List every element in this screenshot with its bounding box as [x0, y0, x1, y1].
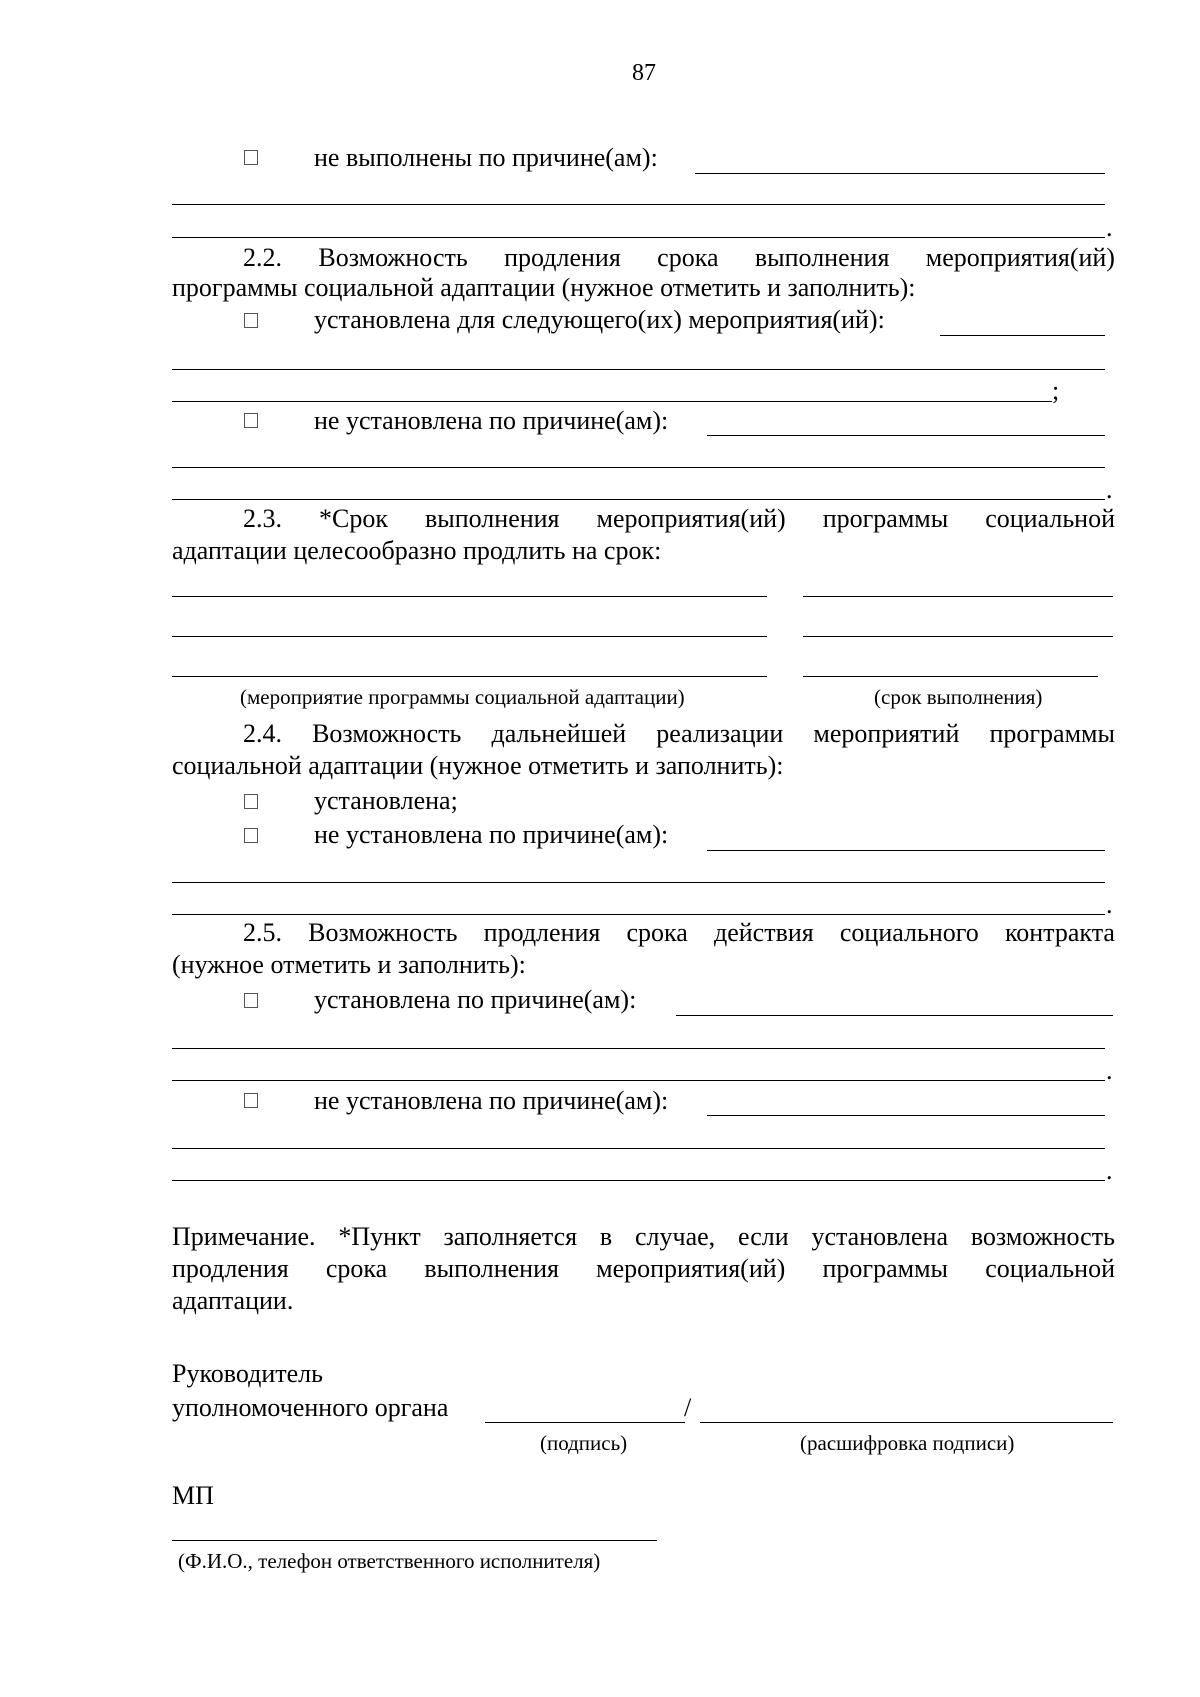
signature-slash: / [684, 1393, 692, 1422]
term-line[interactable] [803, 676, 1098, 677]
word: Возможность [308, 918, 458, 947]
word: Возможность [318, 243, 468, 272]
word: возможность [970, 1222, 1115, 1251]
word: выполнения [754, 243, 890, 272]
fill-line[interactable] [172, 401, 1052, 402]
checkbox-contract-extension-not-set[interactable] [244, 1093, 258, 1108]
word: контракта [1004, 918, 1115, 947]
word: если [738, 1222, 789, 1251]
word: Примечание. [172, 1222, 316, 1251]
fill-line[interactable] [695, 173, 1105, 174]
word: выполнения [424, 1254, 559, 1283]
page-number: 87 [632, 60, 656, 86]
word: выполнения [424, 504, 560, 533]
section-2-3-line2: адаптации целесообразно продлить на срок: [172, 536, 662, 565]
word: мероприятия(ий) [596, 1254, 786, 1283]
word: Возможность [312, 719, 462, 748]
word: *Срок [319, 504, 388, 533]
word: мероприятий [813, 719, 960, 748]
fill-line[interactable] [676, 1015, 1113, 1016]
checkbox-realization-set[interactable] [244, 794, 258, 809]
fill-line[interactable] [707, 435, 1105, 436]
word: срока [626, 918, 688, 947]
fill-line[interactable] [172, 1048, 1105, 1049]
fill-line[interactable] [172, 882, 1105, 883]
period: . [1106, 1156, 1113, 1185]
section-2-2-line2: программы социальной адаптации (нужное отметить и заполнить): [172, 273, 916, 302]
activity-line[interactable] [172, 596, 767, 597]
word: реализации [656, 719, 784, 748]
head-title-line2: уполномоченного органа [172, 1393, 449, 1422]
word: программы [822, 504, 949, 533]
fill-line[interactable] [707, 1115, 1105, 1116]
option-extension-set-label: установлена для следующего(их) мероприятия(ий): [314, 305, 885, 334]
head-title-line1: Руководитель [172, 1359, 323, 1388]
word: социального [839, 918, 979, 947]
fill-line[interactable] [172, 467, 1105, 468]
fill-line[interactable] [172, 1080, 1105, 1081]
option-realization-set-label: установлена; [314, 786, 458, 815]
section-2-4-line2: социальной адаптации (нужное отметить и заполнить): [172, 751, 784, 780]
section-2-3-heading [243, 504, 1115, 534]
period: . [1106, 213, 1113, 242]
caption-contact: (Ф.И.О., телефон ответственного исполнителя) [178, 1549, 601, 1573]
option-extension-not-set-label: не установлена по причине(ам): [314, 406, 669, 435]
fill-line[interactable] [172, 499, 1105, 500]
word: 2.2. [243, 243, 282, 272]
word: продления [172, 1254, 289, 1283]
caption-signature: (подпись) [540, 1431, 628, 1455]
period: . [1106, 890, 1113, 919]
section-2-5-heading [243, 918, 1115, 948]
fill-line[interactable] [707, 850, 1105, 851]
option-contract-extension-set-label: установлена по причине(ам): [314, 985, 637, 1014]
period: . [1106, 1056, 1113, 1085]
fill-line[interactable] [172, 1148, 1105, 1149]
word: мероприятия(ий) [596, 504, 786, 533]
caption-signature-decode: (расшифровка подписи) [800, 1431, 1015, 1455]
checkbox-extension-set[interactable] [244, 313, 258, 328]
word: программы [822, 1254, 948, 1283]
contact-line[interactable] [172, 1540, 657, 1541]
checkbox-realization-not-set[interactable] [244, 828, 258, 843]
word: социальной [985, 504, 1115, 533]
word: срока [657, 243, 719, 272]
period: . [1106, 475, 1113, 504]
checkbox-contract-extension-set[interactable] [244, 993, 258, 1008]
semicolon: ; [1052, 376, 1060, 405]
word: продления [504, 243, 621, 272]
word: дальнейшей [491, 719, 627, 748]
caption-activity: (мероприятие программы социальной адаптации) [240, 685, 685, 709]
section-2-2-heading [243, 243, 1115, 273]
option-realization-not-set-label: не установлена по причине(ам): [314, 820, 669, 849]
note-line2 [172, 1254, 1115, 1284]
word: программы [989, 719, 1115, 748]
checkbox-extension-not-set[interactable] [244, 413, 258, 428]
fill-line[interactable] [172, 369, 1105, 370]
term-line[interactable] [803, 636, 1113, 637]
fill-line[interactable] [172, 1180, 1105, 1181]
word: заполняется [443, 1222, 578, 1251]
word: установлена [811, 1222, 949, 1251]
word: *Пункт [338, 1222, 421, 1251]
option-contract-extension-not-set-label: не установлена по причине(ам): [314, 1086, 669, 1115]
note-line1 [172, 1222, 1115, 1252]
note-line3: адаптации. [172, 1286, 294, 1315]
fill-line[interactable] [172, 237, 1105, 238]
signature-decode-line[interactable] [700, 1422, 1113, 1423]
fill-line[interactable] [172, 204, 1105, 205]
option-not-done-label: не выполнены по причине(ам): [314, 143, 658, 172]
caption-term: (срок выполнения) [874, 685, 1043, 709]
word: социальной [985, 1254, 1115, 1283]
fill-line[interactable] [940, 335, 1105, 336]
word: случае, [635, 1222, 716, 1251]
word: мероприятия(ий) [925, 243, 1115, 272]
word: действия [714, 918, 814, 947]
signature-line[interactable] [485, 1422, 685, 1423]
word: срока [325, 1254, 388, 1283]
term-line[interactable] [803, 596, 1113, 597]
word: в [599, 1222, 613, 1251]
activity-line[interactable] [172, 676, 767, 677]
activity-line[interactable] [172, 636, 767, 637]
word: 2.4. [243, 719, 282, 748]
section-2-4-heading [243, 719, 1115, 749]
stamp-label: МП [172, 1481, 214, 1510]
word: 2.3. [243, 504, 282, 533]
word: 2.5. [243, 918, 282, 947]
fill-line[interactable] [172, 914, 1105, 915]
section-2-5-line2: (нужное отметить и заполнить): [172, 950, 526, 979]
checkbox-not-done[interactable] [244, 150, 258, 165]
word: продления [483, 918, 601, 947]
